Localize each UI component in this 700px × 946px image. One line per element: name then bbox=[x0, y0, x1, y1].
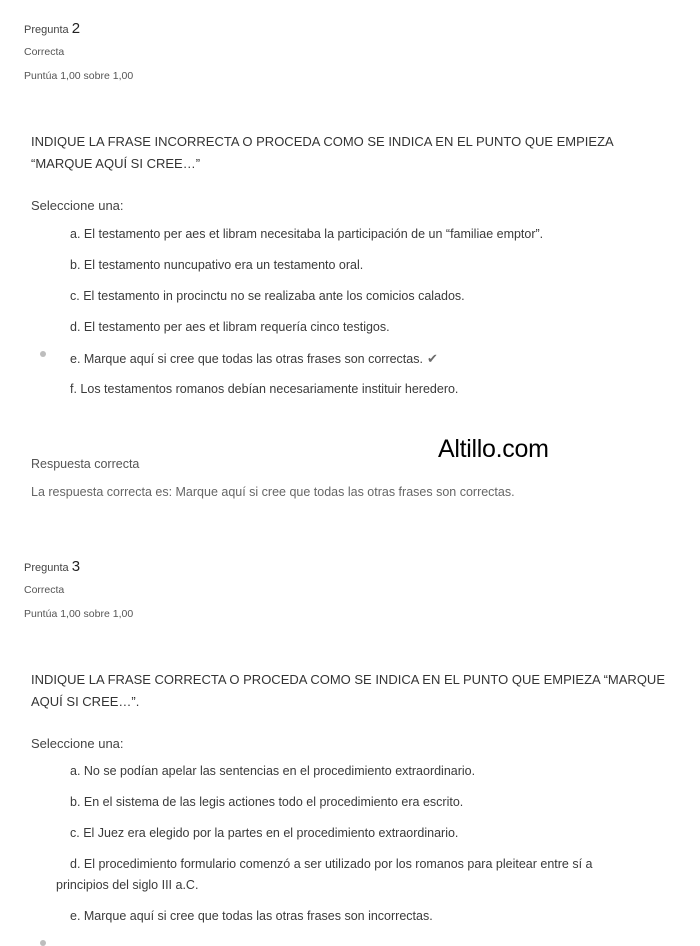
question-2-score: Puntúa 1,00 sobre 1,00 bbox=[24, 70, 134, 82]
question-3-score: Puntúa 1,00 sobre 1,00 bbox=[24, 608, 134, 620]
question-2-select-label: Seleccione una: bbox=[31, 198, 124, 213]
question-3-label: Pregunta 3 bbox=[24, 558, 81, 575]
question-2-number: 2 bbox=[71, 20, 81, 37]
q3-option-c[interactable]: c. El Juez era elegido por la partes en el procedimiento extraordinario. bbox=[70, 826, 459, 840]
q2-option-a[interactable]: a. El testamento per aes et libram necesitaba la participación de un “familiae emptor”. bbox=[70, 227, 544, 241]
q2-option-f[interactable]: f. Los testamentos romanos debían necesariamente instituir heredero. bbox=[70, 382, 459, 396]
question-2-prompt-line2: “MARQUE AQUÍ SI CREE…” bbox=[31, 156, 201, 171]
question-2-feedback-text: La respuesta correcta es: Marque aquí si cree que todas las otras frases son correctas. bbox=[31, 485, 515, 499]
question-2-status: Correcta bbox=[24, 46, 65, 58]
question-2-label: Pregunta 2 bbox=[24, 20, 81, 37]
q3-option-d[interactable]: d. El procedimiento formulario comenzó a ser utilizado por los romanos para pleitear entre sí a bbox=[70, 857, 593, 871]
question-3-select-label: Seleccione una: bbox=[31, 736, 124, 751]
question-2-feedback-title: Respuesta correcta bbox=[31, 457, 140, 471]
q3-option-a[interactable]: a. No se podían apelar las sentencias en el procedimiento extraordinario. bbox=[70, 764, 476, 778]
q2-option-c[interactable]: c. El testamento in procinctu no se realizaba ante los comicios calados. bbox=[70, 289, 465, 303]
correct-check-icon: ✔ bbox=[426, 351, 438, 366]
q3-option-f-radio[interactable] bbox=[40, 940, 46, 946]
q2-option-b[interactable]: b. El testamento nuncupativo era un testamento oral. bbox=[70, 258, 364, 272]
question-3-prompt-line2: AQUÍ SI CREE…”. bbox=[31, 694, 140, 709]
q2-option-e-radio-selected[interactable] bbox=[40, 351, 46, 357]
q2-option-e[interactable]: e. Marque aquí si cree que todas las otras frases son correctas. ✔ bbox=[70, 351, 438, 366]
question-2-prompt-line1: INDIQUE LA FRASE INCORRECTA O PROCEDA COMO SE INDICA EN EL PUNTO QUE EMPIEZA bbox=[31, 134, 614, 149]
q3-option-e[interactable]: e. Marque aquí si cree que todas las otras frases son incorrectas. bbox=[70, 909, 433, 923]
watermark-logo: Altillo.com bbox=[438, 435, 549, 463]
q3-option-d-continued[interactable]: principios del siglo III a.C. bbox=[56, 878, 199, 892]
q3-option-b[interactable]: b. En el sistema de las legis actiones todo el procedimiento era escrito. bbox=[70, 795, 464, 809]
question-3-status: Correcta bbox=[24, 584, 65, 596]
question-3-number: 3 bbox=[71, 558, 81, 575]
q2-option-d[interactable]: d. El testamento per aes et libram requería cinco testigos. bbox=[70, 320, 390, 334]
question-3-prompt-line1: INDIQUE LA FRASE CORRECTA O PROCEDA COMO SE INDICA EN EL PUNTO QUE EMPIEZA “MARQUE bbox=[31, 672, 665, 687]
